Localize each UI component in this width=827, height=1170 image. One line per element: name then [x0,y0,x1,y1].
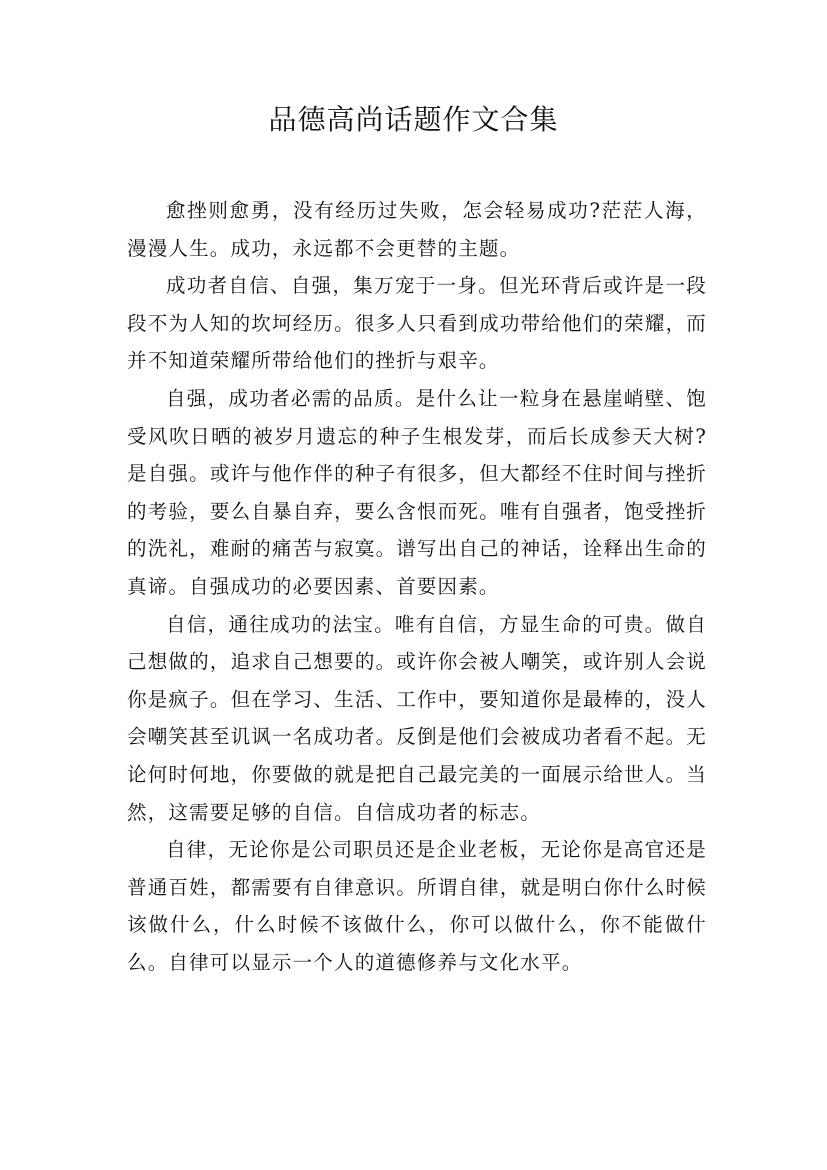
document-body [127,192,707,981]
paragraph-1: 愈挫则愈勇，没有经历过失败，怎会轻易成功?茫茫人海，漫漫人生。成功，永远都不会更替的主题。 [127,199,707,260]
paragraph-2: 成功者自信、自强，集万宠于一身。但光环背后或许是一段段不为人知的坎坷经历。很多人只看到成功带给他们的荣耀，而并不知道荣耀所带给他们的挫折与艰辛。 [127,274,707,373]
paragraph-5: 自律，无论你是公司职员还是企业老板，无论你是高官还是普通百姓，都需要有自律意识。所谓自律，就是明白你什么时候该做什么，什么时候不该做什么，你可以做什么，你不能做什么。自律可以显示一个人的道德修养与文化水平。 [127,838,707,974]
paragraph-4: 自信，通往成功的法宝。唯有自信，方显生命的可贵。做自己想做的，追求自己想要的。或许你会被人嘲笑，或许别人会说你是疯子。但在学习、生活、工作中，要知道你是最棒的，没人会嘲笑甚至讥讽一名成功者。反倒是他们会被成功者看不起。无论何时何地，你要做的就是把自己最完美的一面展示给世人。当然，这需要足够的自信。自信成功者的标志。 [127,612,707,824]
document-title: 品德高尚话题作文合集 [268,103,559,136]
paragraph-3: 自强，成功者必需的品质。是什么让一粒身在悬崖峭壁、饱受风吹日晒的被岁月遗忘的种子生根发芽，而后长成参天大树?是自强。或许与他作伴的种子有很多，但大都经不住时间与挫折的考验，要么自暴自弃，要么含恨而死。唯有自强者，饱受挫折的洗礼，难耐的痛苦与寂寞。谱写出自己的神话，诠释出生命的真谛。自强成功的必要因素、首要因素。 [127,386,707,598]
